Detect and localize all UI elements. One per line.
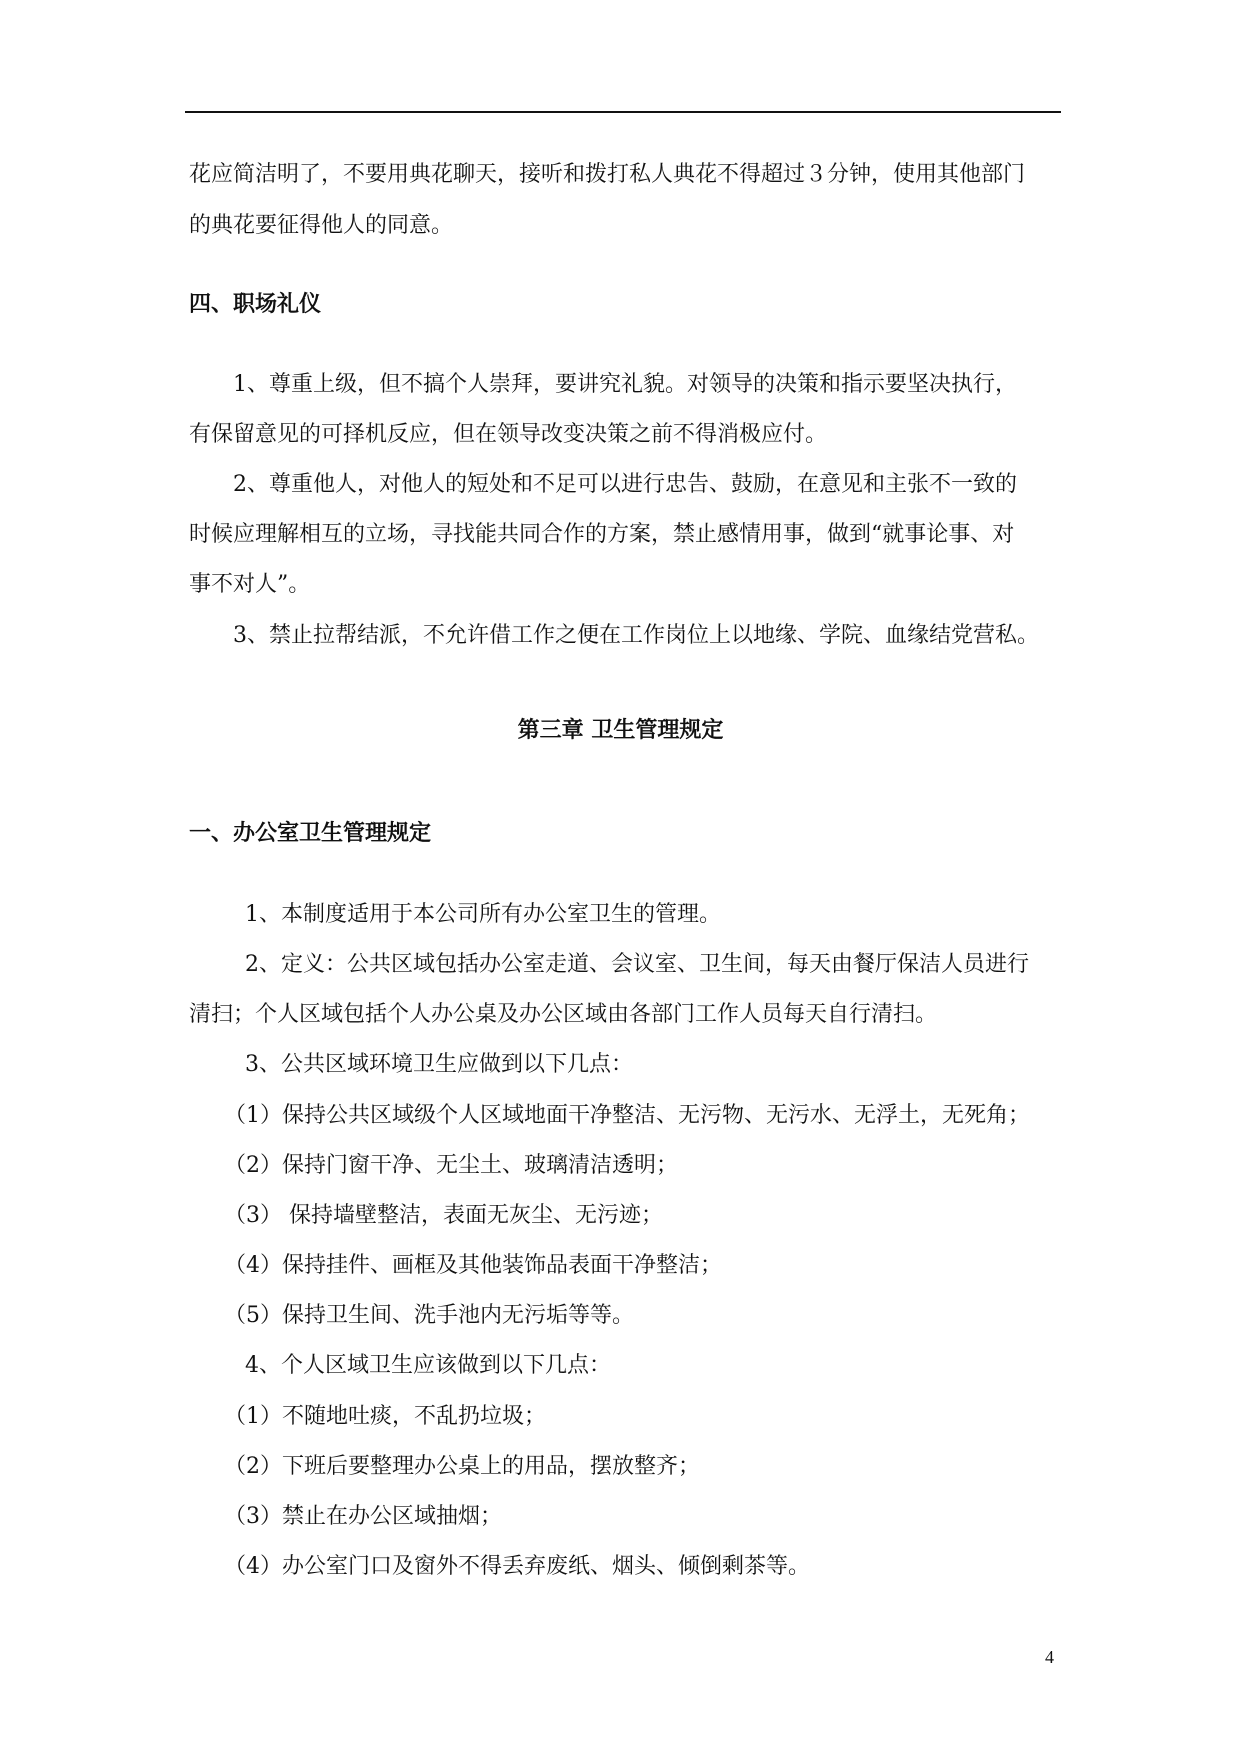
hygiene-rule-4: 4、个人区域卫生应该做到以下几点： (245, 1353, 611, 1378)
etiquette-item-2-line-2: 时候应理解相互的立场，寻找能共同合作的方案，禁止感情用事，做到“就事论事、对 (189, 522, 1015, 547)
personal-area-item: （2）下班后要整理办公桌上的用品，摆放整齐； (224, 1454, 700, 1479)
chapter-title: 第三章 卫生管理规定 (517, 717, 724, 743)
public-area-item: （5）保持卫生间、洗手池内无污垢等等。 (224, 1303, 634, 1328)
public-area-item: （3） 保持墙壁整洁，表面无灰尘、无污迹； (224, 1203, 663, 1228)
personal-area-item: （3）禁止在办公区域抽烟； (224, 1504, 502, 1529)
section-heading: 四、职场礼仪 (189, 291, 322, 317)
etiquette-item-3: 3、禁止拉帮结派，不允许借工作之便在工作岗位上以地缘、学院、血缘结党营私。 (233, 623, 1039, 648)
hygiene-rule-2-line-2: 清扫；个人区域包括个人办公桌及办公区域由各部门工作人员每天自行清扫。 (189, 1002, 938, 1027)
personal-area-item: （1）不随地吐痰，不乱扔垃圾； (224, 1404, 546, 1429)
page-number: 4 (1045, 1647, 1054, 1667)
hygiene-rule-1: 1、本制度适用于本公司所有办公室卫生的管理。 (245, 902, 721, 927)
public-area-item: （4）保持挂件、画框及其他装饰品表面干净整洁； (224, 1253, 722, 1278)
personal-area-item: （4）办公室门口及窗外不得丢弃废纸、烟头、倾倒剩茶等。 (224, 1554, 810, 1579)
etiquette-item-2-line-3: 事不对人”。 (189, 572, 311, 597)
etiquette-item-1-line-2: 有保留意见的可择机反应，但在领导改变决策之前不得消极应付。 (189, 422, 828, 447)
hygiene-rule-3: 3、公共区域环境卫生应做到以下几点： (245, 1052, 633, 1077)
continuation-line-1: 花应简洁明了，不要用典花聊天，接听和拨打私人典花不得超过３分钟，使用其他部门 (189, 162, 1026, 187)
office-hygiene-heading: 一、办公室卫生管理规定 (189, 820, 432, 846)
etiquette-item-1-line-1: 1、尊重上级，但不搞个人崇拜，要讲究礼貌。对领导的决策和指示要坚决执行， (233, 372, 1017, 397)
continuation-line-2: 的典花要征得他人的同意。 (189, 213, 454, 238)
etiquette-item-2-line-1: 2、尊重他人，对他人的短处和不足可以进行忠告、鼓励，在意见和主张不一致的 (233, 472, 1017, 497)
hygiene-rule-2-line-1: 2、定义：公共区域包括办公室走道、会议室、卫生间，每天由餐厅保洁人员进行 (245, 952, 1029, 977)
public-area-item: （2）保持门窗干净、无尘土、玻璃清洁透明； (224, 1153, 678, 1178)
public-area-item: （1）保持公共区域级个人区域地面干净整洁、无污物、无污水、无浮土，无死角； (224, 1103, 1030, 1128)
header-rule (185, 111, 1061, 113)
